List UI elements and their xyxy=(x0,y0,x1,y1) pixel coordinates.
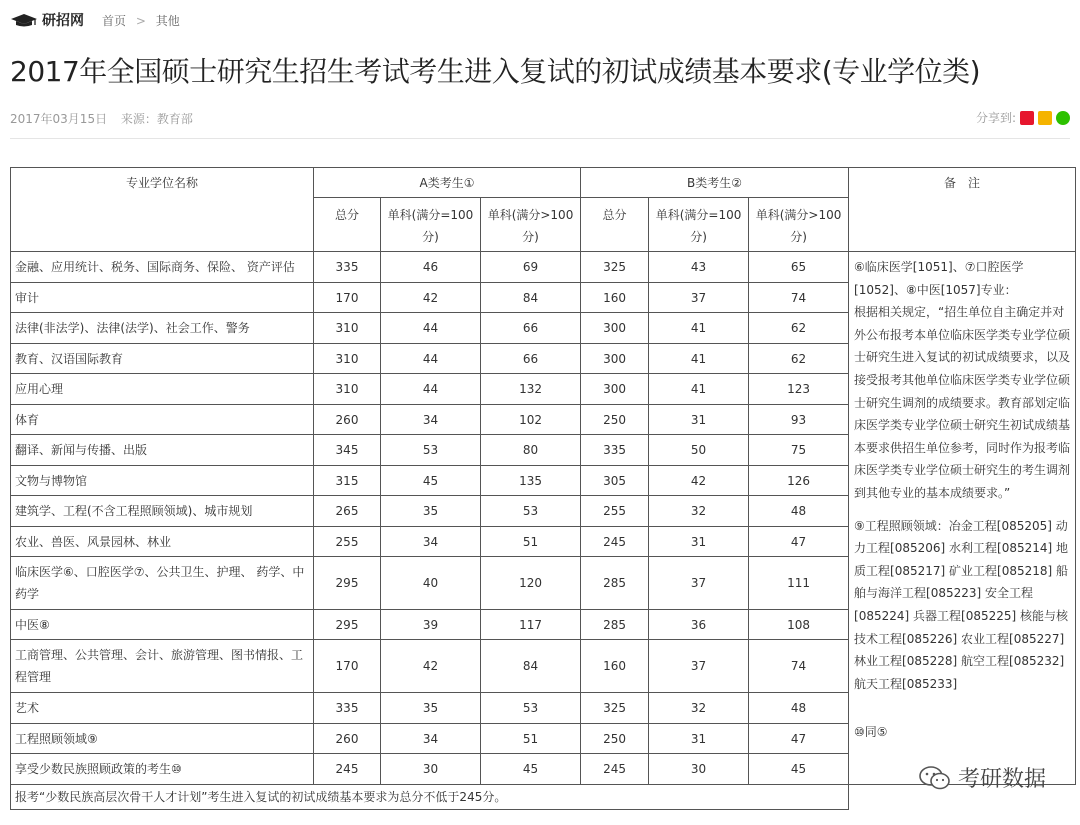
table-body xyxy=(11,252,1076,785)
score-b-single-100: 41 xyxy=(649,313,749,344)
score-b-total: 250 xyxy=(581,724,649,754)
score-b-total: 285 xyxy=(581,557,649,610)
score-a-total: 310 xyxy=(314,374,381,405)
row-name: 艺术 xyxy=(11,693,314,724)
row-name: 临床医学⑥、口腔医学⑦、公共卫生、护理、 药学、中药学 xyxy=(11,557,314,610)
header-name: 专业学位名称 xyxy=(11,168,314,252)
score-a-total: 245 xyxy=(314,754,381,785)
score-a-total: 260 xyxy=(314,405,381,435)
score-b-total: 245 xyxy=(581,527,649,557)
share-bar xyxy=(976,109,1070,126)
score-a-single-100: 42 xyxy=(381,283,481,313)
wechat-icon[interactable] xyxy=(1056,111,1070,125)
score-a-single-100: 44 xyxy=(381,374,481,405)
breadcrumb-separator: > xyxy=(135,13,146,28)
score-a-single-gt100: 69 xyxy=(481,252,581,283)
header-group-a: A类考生① xyxy=(314,168,581,198)
score-a-single-gt100: 53 xyxy=(481,693,581,724)
row-name: 教育、汉语国际教育 xyxy=(11,344,314,374)
article-source: 来源：教育部 xyxy=(120,112,193,126)
breadcrumb-home[interactable]: 首页 xyxy=(102,13,127,28)
score-a-single-gt100: 51 xyxy=(481,527,581,557)
score-a-total: 295 xyxy=(314,610,381,640)
score-b-total: 285 xyxy=(581,610,649,640)
score-a-single-100: 42 xyxy=(381,640,481,693)
header-group-b: B类考生② xyxy=(581,168,849,198)
score-b-single-gt100: 123 xyxy=(749,374,849,405)
table-row xyxy=(11,252,1076,283)
score-b-single-gt100: 48 xyxy=(749,693,849,724)
score-b-single-100: 37 xyxy=(649,640,749,693)
score-b-single-100: 30 xyxy=(649,754,749,785)
score-b-single-gt100: 74 xyxy=(749,640,849,693)
row-name: 应用心理 xyxy=(11,374,314,405)
row-name: 翻译、新闻与传播、出版 xyxy=(11,435,314,466)
row-name: 工程照顾领域⑨ xyxy=(11,724,314,754)
header-b-total: 总分 xyxy=(581,198,649,252)
score-a-single-gt100: 135 xyxy=(481,466,581,496)
graduation-cap-icon xyxy=(10,13,38,27)
score-a-single-100: 35 xyxy=(381,693,481,724)
score-b-single-gt100: 74 xyxy=(749,283,849,313)
score-a-single-100: 53 xyxy=(381,435,481,466)
score-b-single-100: 31 xyxy=(649,527,749,557)
score-b-single-100: 32 xyxy=(649,693,749,724)
score-a-single-gt100: 132 xyxy=(481,374,581,405)
breadcrumb xyxy=(102,12,180,29)
score-b-total: 305 xyxy=(581,466,649,496)
score-a-single-gt100: 51 xyxy=(481,724,581,754)
score-b-total: 160 xyxy=(581,640,649,693)
row-name: 工商管理、公共管理、会计、旅游管理、图书情报、工程管理 xyxy=(11,640,314,693)
score-a-single-100: 34 xyxy=(381,527,481,557)
score-a-single-gt100: 84 xyxy=(481,283,581,313)
score-b-single-gt100: 93 xyxy=(749,405,849,435)
score-a-total: 310 xyxy=(314,344,381,374)
table-footer-note: 报考“少数民族高层次骨干人才计划”考生进入复试的初试成绩基本要求为总分不低于245分。 xyxy=(11,785,849,810)
score-a-single-100: 34 xyxy=(381,405,481,435)
score-b-single-gt100: 126 xyxy=(749,466,849,496)
row-name: 建筑学、工程(不含工程照顾领域)、城市规划 xyxy=(11,496,314,527)
score-b-single-gt100: 62 xyxy=(749,344,849,374)
score-a-single-gt100: 117 xyxy=(481,610,581,640)
score-a-total: 335 xyxy=(314,693,381,724)
score-b-single-gt100: 65 xyxy=(749,252,849,283)
weibo-icon[interactable] xyxy=(1020,111,1034,125)
score-b-total: 245 xyxy=(581,754,649,785)
header-a-total: 总分 xyxy=(314,198,381,252)
score-a-single-gt100: 53 xyxy=(481,496,581,527)
watermark-text: 考研数据 xyxy=(957,767,1046,792)
score-b-single-gt100: 111 xyxy=(749,557,849,610)
score-b-total: 325 xyxy=(581,693,649,724)
page-title: 2017年全国硕士研究生招生考试考生进入复试的初试成绩基本要求(专业学位类) xyxy=(10,55,981,88)
score-b-total: 325 xyxy=(581,252,649,283)
header-note: 备 注 xyxy=(849,168,1076,252)
score-a-total: 345 xyxy=(314,435,381,466)
score-a-single-gt100: 120 xyxy=(481,557,581,610)
article-meta xyxy=(10,110,203,127)
score-b-single-gt100: 47 xyxy=(749,527,849,557)
score-b-single-gt100: 47 xyxy=(749,724,849,754)
score-b-single-gt100: 62 xyxy=(749,313,849,344)
top-bar xyxy=(10,10,180,30)
score-b-total: 250 xyxy=(581,405,649,435)
score-a-single-gt100: 45 xyxy=(481,754,581,785)
score-b-single-gt100: 108 xyxy=(749,610,849,640)
score-a-single-100: 30 xyxy=(381,754,481,785)
note-engineering: ⑨工程照顾领域：冶金工程[085205] 动力工程[085206] 水利工程[085214] 地质工程[085217] 矿业工程[085218] 船舶与海洋工程[085223] 安全工程[085224] 兵器工程[085225] 核能与核技术工程[085226] 农业工程[085227] 林业工程[085228] 航空工程[085232] 航天工程[085233] xyxy=(854,518,1069,691)
publish-date: 2017年03月15日 xyxy=(10,112,108,126)
row-name: 享受少数民族照顾政策的考生⑩ xyxy=(11,754,314,785)
wechat-icon xyxy=(918,765,952,791)
score-a-single-gt100: 84 xyxy=(481,640,581,693)
score-b-total: 300 xyxy=(581,313,649,344)
score-a-single-100: 39 xyxy=(381,610,481,640)
score-a-total: 170 xyxy=(314,640,381,693)
row-name: 农业、兽医、风景园林、林业 xyxy=(11,527,314,557)
score-table xyxy=(10,167,1076,810)
score-a-total: 295 xyxy=(314,557,381,610)
header-a-single-gt100: 单科(满分>100分) xyxy=(481,198,581,252)
score-a-total: 260 xyxy=(314,724,381,754)
score-b-single-100: 43 xyxy=(649,252,749,283)
header-a-single-100: 单科(满分=100分) xyxy=(381,198,481,252)
score-b-total: 335 xyxy=(581,435,649,466)
notes-cell xyxy=(849,252,1076,785)
score-a-total: 315 xyxy=(314,466,381,496)
score-a-single-gt100: 80 xyxy=(481,435,581,466)
header-b-single-gt100: 单科(满分>100分) xyxy=(749,198,849,252)
score-a-single-100: 45 xyxy=(381,466,481,496)
note-medical-heading: ⑥临床医学[1051]、⑦口腔医学[1052]、⑧中医[1057]专业： xyxy=(854,260,1024,297)
score-b-single-100: 37 xyxy=(649,283,749,313)
logo-text: 研招网 xyxy=(42,13,84,29)
score-a-single-100: 34 xyxy=(381,724,481,754)
row-name: 中医⑧ xyxy=(11,610,314,640)
header-b-single-100: 单科(满分=100分) xyxy=(649,198,749,252)
score-b-single-100: 36 xyxy=(649,610,749,640)
row-name: 文物与博物馆 xyxy=(11,466,314,496)
divider xyxy=(10,138,1070,139)
qzone-icon[interactable] xyxy=(1038,111,1052,125)
score-a-single-100: 46 xyxy=(381,252,481,283)
score-a-single-gt100: 66 xyxy=(481,344,581,374)
score-b-single-100: 42 xyxy=(649,466,749,496)
score-b-single-100: 37 xyxy=(649,557,749,610)
row-name: 审计 xyxy=(11,283,314,313)
breadcrumb-other[interactable]: 其他 xyxy=(155,13,180,28)
score-a-total: 255 xyxy=(314,527,381,557)
site-logo[interactable] xyxy=(10,10,84,30)
score-b-single-100: 41 xyxy=(649,344,749,374)
score-b-single-100: 31 xyxy=(649,405,749,435)
score-b-single-100: 31 xyxy=(649,724,749,754)
score-b-single-gt100: 48 xyxy=(749,496,849,527)
score-a-single-100: 35 xyxy=(381,496,481,527)
score-b-single-gt100: 45 xyxy=(749,754,849,785)
share-label: 分享到: xyxy=(975,111,1016,125)
score-a-total: 335 xyxy=(314,252,381,283)
score-a-total: 265 xyxy=(314,496,381,527)
score-a-single-100: 40 xyxy=(381,557,481,610)
wechat-watermark xyxy=(918,762,1046,793)
score-b-total: 255 xyxy=(581,496,649,527)
score-b-total: 300 xyxy=(581,344,649,374)
row-name: 体育 xyxy=(11,405,314,435)
score-b-single-gt100: 75 xyxy=(749,435,849,466)
score-a-single-gt100: 66 xyxy=(481,313,581,344)
score-b-total: 160 xyxy=(581,283,649,313)
score-a-total: 310 xyxy=(314,313,381,344)
note-medical-body: 根据相关规定，“招生单位自主确定并对外公布报考本单位临床医学类专业学位硕士研究生进入复试的初试成绩要求，以及接受报考其他单位临床医学类专业学位硕士研究生调剂的成绩要求。教育部划定临床医学类专业学位硕士研究生初试成绩基本要求供招生单位参考，同时作为报考临床医学类专业学位硕士研究生的考生调剂到其他专业的基本成绩要求。” xyxy=(854,305,1071,500)
score-b-single-100: 41 xyxy=(649,374,749,405)
score-b-single-100: 32 xyxy=(649,496,749,527)
score-a-total: 170 xyxy=(314,283,381,313)
score-b-single-100: 50 xyxy=(649,435,749,466)
note-minority: ⑩同⑤ xyxy=(854,725,888,740)
score-a-single-100: 44 xyxy=(381,313,481,344)
score-a-single-gt100: 102 xyxy=(481,405,581,435)
row-name: 金融、应用统计、税务、国际商务、保险、 资产评估 xyxy=(11,252,314,283)
score-a-single-100: 44 xyxy=(381,344,481,374)
row-name: 法律(非法学)、法律(法学)、社会工作、警务 xyxy=(11,313,314,344)
score-b-total: 300 xyxy=(581,374,649,405)
